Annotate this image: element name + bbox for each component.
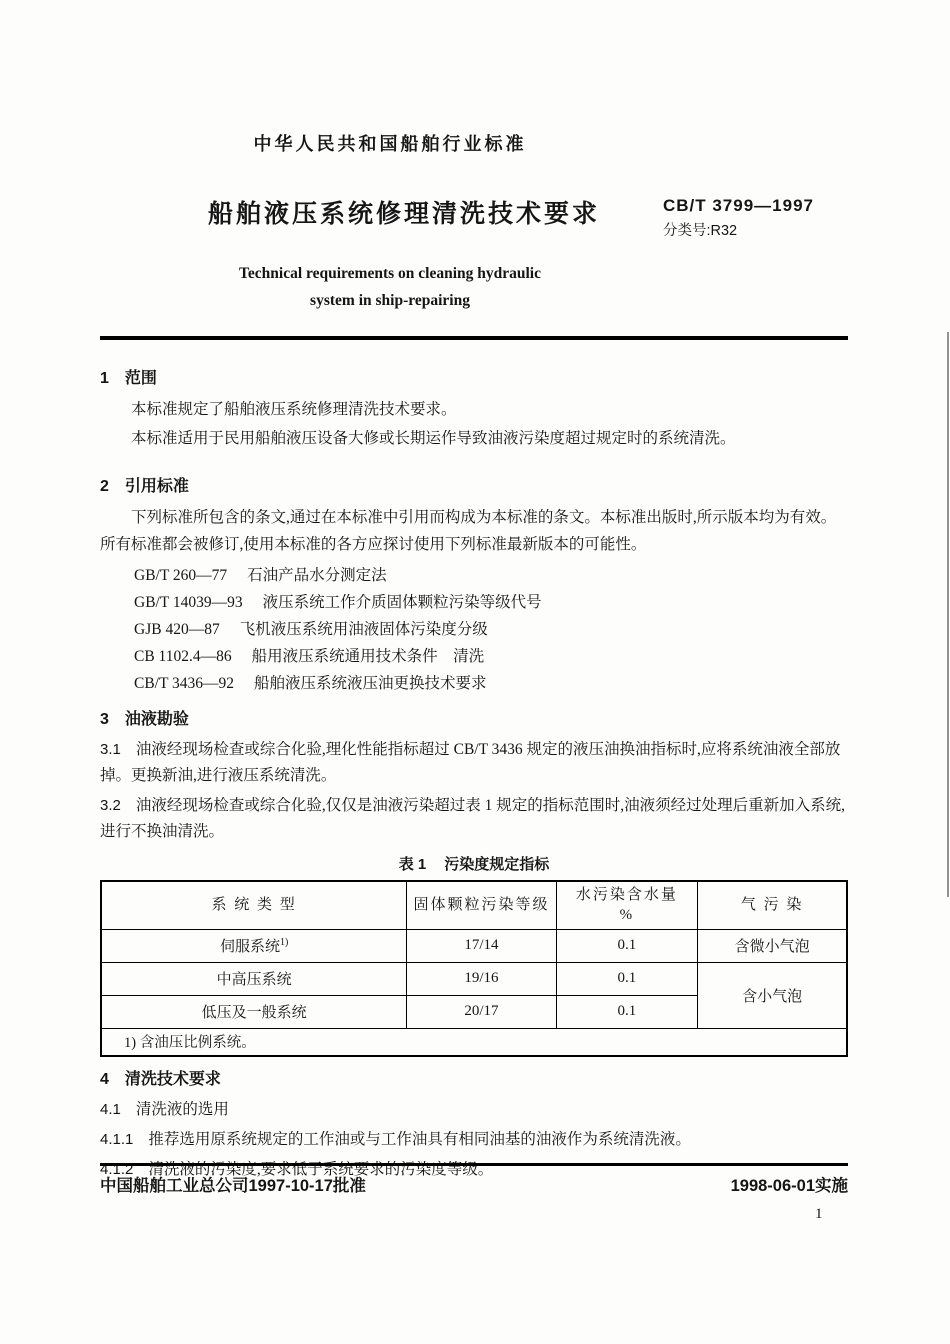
table-caption-title: 污染度规定指标 [444,856,550,873]
reference-title: 船用液压系统通用技术条件 清洗 [251,648,485,665]
cell-system [101,929,407,962]
classification-number: 分类号:R32 [662,223,738,239]
col-header-air-pollution: 气 污 染 [698,881,847,929]
approval-label: 批准 [332,1177,366,1195]
cell-air-merged: 含小气泡 [698,962,847,1028]
section-2-heading [100,476,848,498]
standard-number-block [663,194,814,240]
page-number: 1 [815,1206,823,1222]
reference-item [134,562,848,589]
reference-code: CB 1102.4—86 [134,648,232,665]
col-header-water-line2: % [619,907,635,924]
reference-item [134,670,848,697]
reference-title: 船舶液压系统液压油更换技术要求 [254,675,487,692]
reference-item [134,616,848,643]
table-header-row [101,881,847,929]
cell-water: 0.1 [556,929,698,962]
clause-3-1-text: 油液经现场检查或综合化验,理化性能指标超过 CB/T 3436 规定的液压油换油指标时,应将系统油液全部放掉。更换新油,进行液压系统清洗。 [100,741,841,784]
clause-4-1-1-number: 4.1.1 [100,1131,134,1148]
cell-water: 0.1 [556,962,698,995]
section-4-title: 清洗技术要求 [124,1071,221,1088]
cell-system-text: 伺服系统 [220,939,281,955]
clause-4-1-1-text: 推荐选用原系统规定的工作油或与工作油具有相同油基的油液作为系统清洗液。 [148,1131,691,1148]
table-footnote: 1) 含油压比例系统。 [101,1028,847,1056]
section-1-heading [100,368,848,390]
implementation-date: 1998-06-01 [730,1177,815,1195]
clause-3-2-text: 油液经现场检查或综合化验,仅仅是油液污染超过表 1 规定的指标范围时,油液须经过处理后重新加入系统,进行不换油清洗。 [100,797,845,840]
table-row [101,929,847,962]
footer-rule [100,1163,848,1166]
cell-particle: 20/17 [407,995,556,1028]
col-header-water-content [556,881,698,929]
clause-4-1-1 [100,1127,848,1153]
section-4-number: 4 [100,1071,109,1088]
cell-air: 含微小气泡 [698,929,847,962]
english-title [100,260,680,314]
reference-code: GJB 420—87 [134,621,220,638]
standard-category-label: 中华人民共和国船舶行业标准 [253,134,527,154]
section-1-title: 范围 [124,370,157,387]
table-caption [100,853,848,874]
clause-4-1-text: 清洗液的选用 [135,1101,229,1118]
approval-statement [100,1172,366,1196]
document-page [100,0,848,1183]
clause-3-1-number: 3.1 [100,741,121,758]
reference-code: GB/T 260—77 [134,567,228,584]
approval-date: 1997-10-17 [248,1177,333,1195]
cell-system: 中高压系统 [101,962,407,995]
implementation-label: 实施 [815,1177,848,1195]
section-1-number: 1 [100,370,109,387]
reference-item [134,643,848,670]
section-3-heading [100,709,848,731]
reference-list [134,562,848,697]
footer [100,1172,848,1196]
reference-title: 飞机液压系统用油液固体污染度分级 [239,621,488,638]
table-row [101,962,847,995]
clause-4-1-2-text: 清洗液的污染度,要求低于系统要求的污染度等级。 [148,1161,494,1178]
reference-title: 液压系统工作介质固体颗粒污染等级代号 [262,594,542,611]
col-header-water-line1: 水污染含水量 [575,887,678,904]
pollution-limits-table [100,880,848,1057]
reference-title: 石油产品水分测定法 [247,567,387,584]
section-1-paragraph-1: 本标准规定了船舶液压系统修理清洗技术要求。 [131,401,457,418]
section-3-title: 油液勘验 [124,711,189,728]
clause-3-1 [100,737,848,789]
section-2-intro: 下列标准所包含的条文,通过在本标准中引用而构成为本标准的条文。本标准出版时,所示版本均为有效。所有标准都会被修订,使用本标准的各方应探讨使用下列标准最新版本的可能性。 [100,509,837,553]
clause-4-1-number: 4.1 [100,1101,121,1118]
approval-org: 中国船舶工业总公司 [100,1177,249,1195]
col-header-system-type: 系 统 类 型 [101,881,407,929]
cell-particle: 19/16 [407,962,556,995]
cell-particle: 17/14 [407,929,556,962]
clause-4-1 [100,1097,848,1123]
document-title: 船舶液压系统修理清洗技术要求 [208,200,601,228]
section-3-number: 3 [100,711,109,728]
table-caption-number: 表 1 [398,856,427,873]
title-row [100,194,848,240]
cell-system: 低压及一般系统 [101,995,407,1028]
cell-water: 0.1 [556,995,698,1028]
header-rule [100,336,848,340]
scan-edge-artifact [947,332,949,897]
english-title-line1: Technical requirements on cleaning hydraulic [239,265,541,282]
section-2-number: 2 [100,478,109,495]
reference-code: GB/T 14039—93 [134,594,243,611]
section-2-title: 引用标准 [124,478,189,495]
reference-item [134,589,848,616]
clause-3-2 [100,793,848,845]
english-title-line2: system in ship-repairing [310,292,470,309]
reference-code: CB/T 3436—92 [134,675,235,692]
clause-3-2-number: 3.2 [100,797,121,814]
table-footnote-row [101,1028,847,1056]
footnote-reference: 1) [280,937,289,948]
standard-number: CB/T 3799—1997 [662,196,814,215]
implementation-statement [731,1172,848,1196]
section-1-paragraph-2: 本标准适用于民用船舶液压设备大修或长期运作导致油液污染度超过规定时的系统清洗。 [131,430,736,447]
clause-4-1-2-number: 4.1.2 [100,1161,134,1178]
col-header-particle-grade: 固体颗粒污染等级 [407,881,556,929]
section-4-heading [100,1069,848,1091]
